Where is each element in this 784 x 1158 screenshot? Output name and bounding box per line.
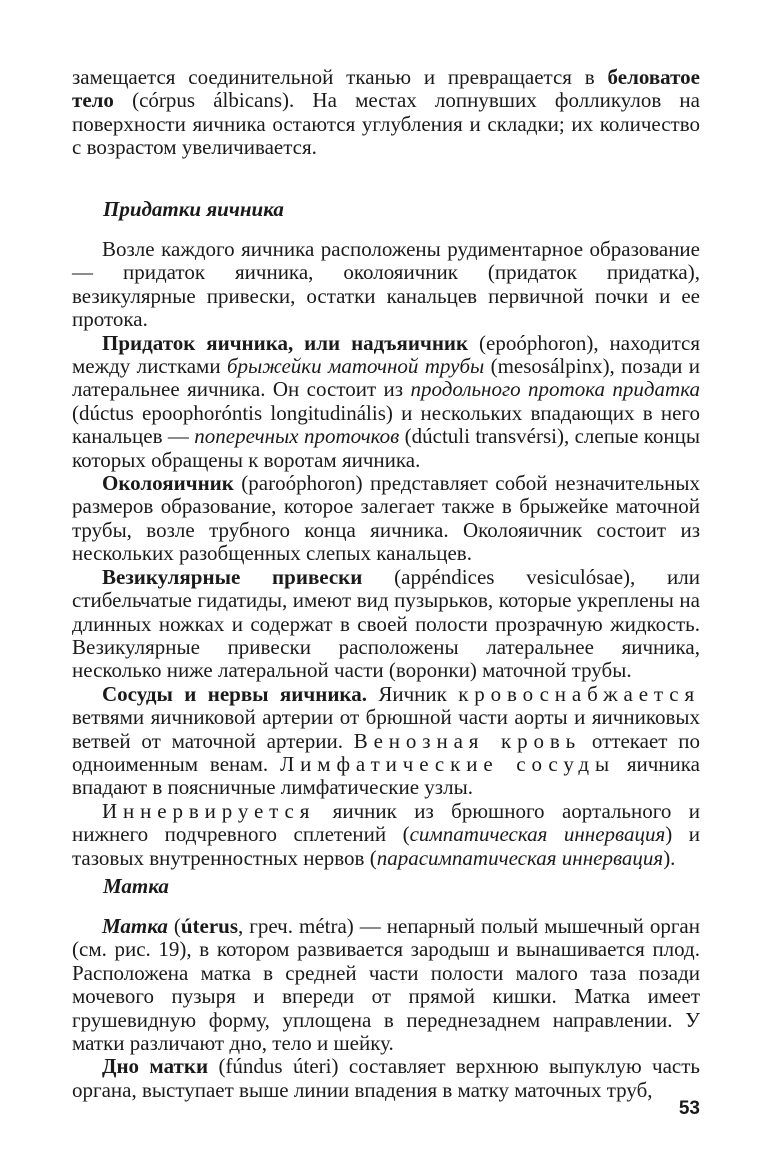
text-run: (epoóphoron), находится между листками xyxy=(72,330,700,379)
term-bold-italic: Матка xyxy=(102,914,168,938)
term-italic: парасимпатическая иннервация xyxy=(376,845,664,870)
paragraph-paroophoron xyxy=(72,472,700,566)
text-run: оттекает по одноименным венам. xyxy=(72,728,700,776)
text-run: (dúctus epoophoróntis longitudinális) и нескольких впадающих в него канальцев — xyxy=(72,400,700,449)
paragraph-vesicular-appendices xyxy=(72,566,700,683)
page-number: 53 xyxy=(678,1098,700,1119)
text-run: яичника впадают в поясничные лимфатические узлы. xyxy=(72,751,700,800)
term-italic: брыжейки маточной трубы xyxy=(226,354,485,379)
text-block-intro xyxy=(72,66,700,160)
text-run: ). xyxy=(663,845,676,870)
text-run: (fúndus úteri) составляет верхнюю выпуклую часть органа, выступает выше линии впадения в матку маточных труб, xyxy=(72,1054,700,1102)
heading-ovary-adnexa: Придатки яичника xyxy=(103,197,284,221)
paragraph-fundus xyxy=(72,1055,700,1102)
text-run: яичник из брюшного аортального и нижнего подчревного сплетений ( xyxy=(72,798,700,847)
text-run: (dúctuli transvérsi), слепые концы которых обращены к воротам яичника. xyxy=(72,424,701,472)
text-run: (paroóphoron) представляет собой незначительных размеров образование, которое залегает также в брыжейке маточной трубы, возле трубного конца яичника. Околояичник состоит из нескольких разобщенных слепых канальцев. xyxy=(72,471,700,566)
text-run: ) и тазовых внутренностных нервов ( xyxy=(72,822,700,870)
paragraph-vessels-nerves xyxy=(72,683,700,800)
term-bold: úterus xyxy=(180,914,239,938)
heading-uterus: Матка xyxy=(103,874,169,898)
term-spaced: Венозная кровь xyxy=(353,728,582,753)
text-run: (appéndices vesiculósae), или стибельчатые гидатиды, имеют вид пузырьков, которые укреплены на длинных ножках и содержат в своей полости прозрачную жидкость. Везикулярные привески расположены латеральнее яичника, несколько ниже латеральной части (воронки) маточной трубы. xyxy=(72,564,701,683)
text-block-adnexa xyxy=(72,238,700,870)
paragraph-adnexa-overview: Возле каждого яичника расположены рудиментарное образование — придаток яичника, околояичник (придаток придатка), везикулярные привески, остатки канальцев первичной почки и ее протока. xyxy=(72,237,700,332)
text-run: замещается соединительной тканью и превращается в xyxy=(72,65,608,89)
paragraph-corpus-albicans xyxy=(72,66,700,160)
term-spaced: Иннервируется xyxy=(102,798,316,823)
text-run: Яичник xyxy=(366,681,459,706)
paragraph-innervation xyxy=(72,800,700,870)
term-spaced: Лимфатические сосуды xyxy=(280,751,615,776)
term-italic: симпатическая иннервация xyxy=(409,822,666,847)
text-run: (córpus álbicans). На местах лопнувших фолликулов на поверхности яичника остаются углубления и складки; их количество с возрастом увеличивается. xyxy=(72,88,700,160)
term-bold: Околояичник xyxy=(102,471,234,496)
term-bold: Дно матки xyxy=(102,1054,209,1079)
text-run: , греч. métra) — непарный полый мышечный орган (см. рис. 19), в котором развивается зародыш и вынашивается плод. Расположена матка в средней части полости малого таза позади мочевого пузыря и впереди от прямой кишки. Матка имеет грушевидную форму, уплощена в переднезаднем направлении. У матки различают дно, тело и шейку. xyxy=(72,914,700,1056)
text-block-uterus xyxy=(72,915,700,1102)
text-run: ( xyxy=(167,914,181,938)
term-bold: Везикулярные привески xyxy=(102,564,363,589)
term-italic: продольного протока придатка xyxy=(410,377,700,402)
text-run: ветвями яичниковой артерии от брюшной части аорты и яичниковых ветвей от маточной артерии. xyxy=(72,705,700,753)
term-italic: поперечных проточков xyxy=(194,424,400,449)
paragraph-epoophoron xyxy=(72,332,700,472)
paragraph-uterus xyxy=(72,915,700,1055)
term-spaced: кровоснабжается xyxy=(458,681,700,706)
term-bold: беловатое тело xyxy=(72,65,700,113)
term-bold: Сосуды и нервы яичника. xyxy=(102,681,367,706)
text-run: (mesosálpinx), позади и латеральнее яичника. Он состоит из xyxy=(72,354,700,402)
term-bold: Придаток яичника, или надъяичник xyxy=(102,330,469,355)
